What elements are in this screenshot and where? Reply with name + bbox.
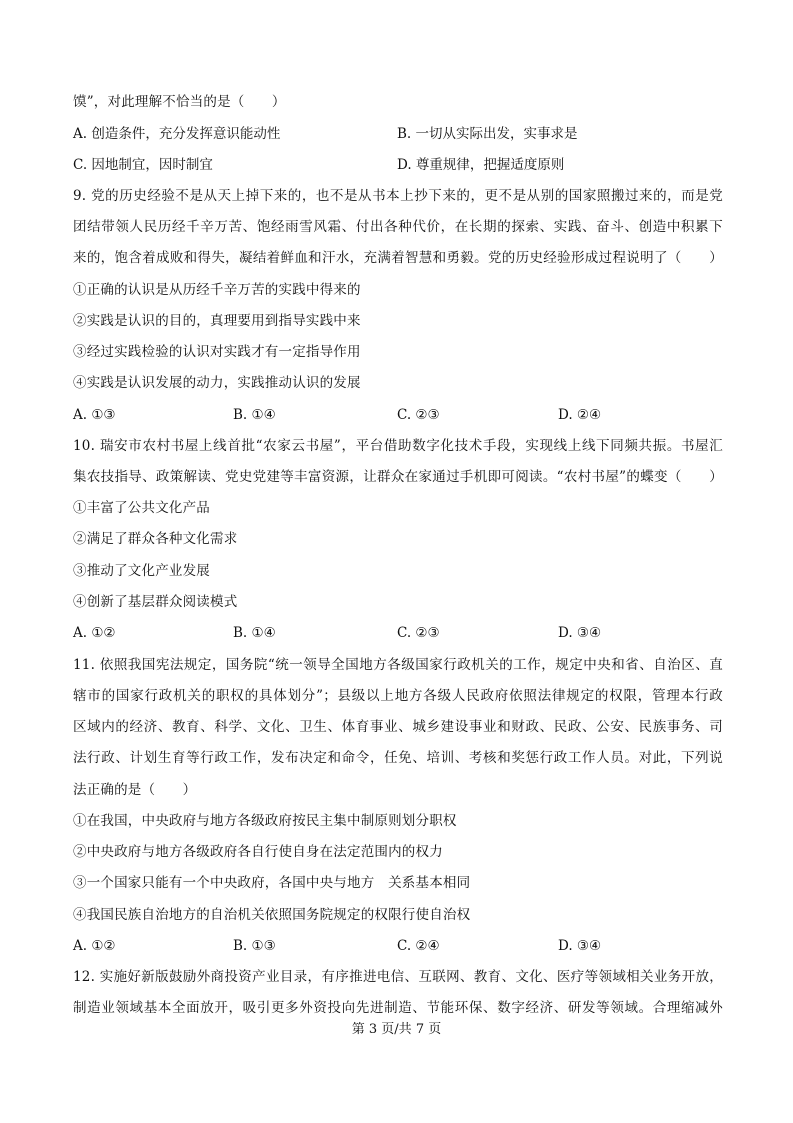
q9-stem-line-3: 来的，饱含着成败和得失，凝结着鲜血和汗水，充满着智慧和勇毅。党的历史经验形成过程说明了（ ） (73, 250, 723, 266)
q9-option-c: C. ②③ (397, 407, 440, 423)
q11-option-c: C. ②④ (397, 938, 440, 954)
q8-stem-end: 馍”，对此理解不恰当的是（ ） (73, 94, 286, 110)
q12-stem-line-1: 12. 实施好新版鼓励外商投资产业目录，有序推进电信、互联网、教育、文化、医疗等领域相关业务开放， (73, 969, 723, 985)
q11-stem-line-2: 辖市的国家行政机关的职权的具体划分”；县级以上地方各级人民政府依照法律规定的权限，管理本行政 (73, 688, 723, 704)
q10-statement-3: ③推动了文化产业发展 (73, 563, 210, 579)
q11-option-b: B. ①③ (233, 938, 276, 954)
q11-stem-line-3: 区域内的经济、教育、科学、文化、卫生、体育事业、城乡建设事业和财政、民政、公安、民族事务、司 (73, 719, 723, 735)
q10-stem-line-2: 集农技指导、政策解读、党史党建等丰富资源，让群众在家通过手机即可阅读。“农村书屋”的蝶变（ ） (73, 469, 723, 485)
q9-statement-3: ③经过实践检验的认识对实践才有一定指导作用 (73, 344, 361, 360)
q10-stem-line-1: 10. 瑞安市农村书屋上线首批“农家云书屋”，平台借助数字化技术手段，实现线上线下同频共振。书屋汇 (73, 438, 723, 454)
q9-statement-4: ④实践是认识发展的动力，实践推动认识的发展 (73, 375, 361, 391)
q8-option-c: C. 因地制宜，因时制宜 (73, 157, 213, 173)
q9-option-a: A. ①③ (73, 407, 116, 423)
q10-option-d: D. ③④ (558, 625, 602, 641)
q9-option-b: B. ①④ (233, 407, 276, 423)
q11-stem-line-5: 法正确的是（ ） (73, 782, 197, 798)
q8-option-a: A. 创造条件，充分发挥意识能动性 (73, 126, 281, 142)
q11-option-a: A. ①② (73, 938, 116, 954)
q9-statement-2: ②实践是认识的目的，真理要用到指导实践中来 (73, 313, 361, 329)
q10-option-c: C. ②③ (397, 625, 440, 641)
page-number-footer: 第 3 页/共 7 页 (351, 1022, 442, 1037)
q12-stem-line-2: 制造业领域基本全面放开，吸引更多外资投向先进制造、节能环保、数字经济、研发等领域。合理缩减外 (73, 1000, 723, 1016)
q10-statement-1: ①丰富了公共文化产品 (73, 500, 210, 516)
q10-option-a: A. ①② (73, 625, 116, 641)
q11-statement-4: ④我国民族自治地方的自治机关依照国务院规定的权限行使自治权 (73, 907, 471, 923)
q10-option-b: B. ①④ (233, 625, 276, 641)
q10-statement-4: ④创新了基层群众阅读模式 (73, 594, 238, 610)
q11-option-d: D. ③④ (558, 938, 602, 954)
q9-statement-1: ①正确的认识是从历经千辛万苦的实践中得来的 (73, 282, 361, 298)
q9-stem-line-2: 团结带领人民历经千辛万苦、饱经雨雪风霜、付出各种代价，在长期的探索、实践、奋斗、创造中积累下 (73, 219, 723, 235)
q10-statement-2: ②满足了群众各种文化需求 (73, 531, 238, 547)
q8-option-b: B. 一切从实际出发，实事求是 (397, 126, 578, 142)
q11-stem-line-4: 法行政、计划生育等行政工作，发布决定和命令，任免、培训、考核和奖惩行政工作人员。对此，下列说 (73, 750, 723, 766)
q11-statement-3: ③一个国家只能有一个中央政府，各国中央与地方 关系基本相同 (73, 875, 471, 891)
q9-option-d: D. ②④ (558, 407, 602, 423)
q9-stem-line-1: 9. 党的历史经验不是从天上掉下来的，也不是从书本上抄下来的，更不是从别的国家照搬过来的，而是党 (73, 188, 723, 204)
q11-stem-line-1: 11. 依照我国宪法规定，国务院“统一领导全国地方各级国家行政机关的工作，规定中央和省、自治区、直 (73, 657, 723, 673)
q11-statement-2: ②中央政府与地方各级政府各自行使自身在法定范围内的权力 (73, 844, 443, 860)
q8-option-d: D. 尊重规律，把握适度原则 (397, 157, 565, 173)
q11-statement-1: ①在我国，中央政府与地方各级政府按民主集中制原则划分职权 (73, 813, 457, 829)
